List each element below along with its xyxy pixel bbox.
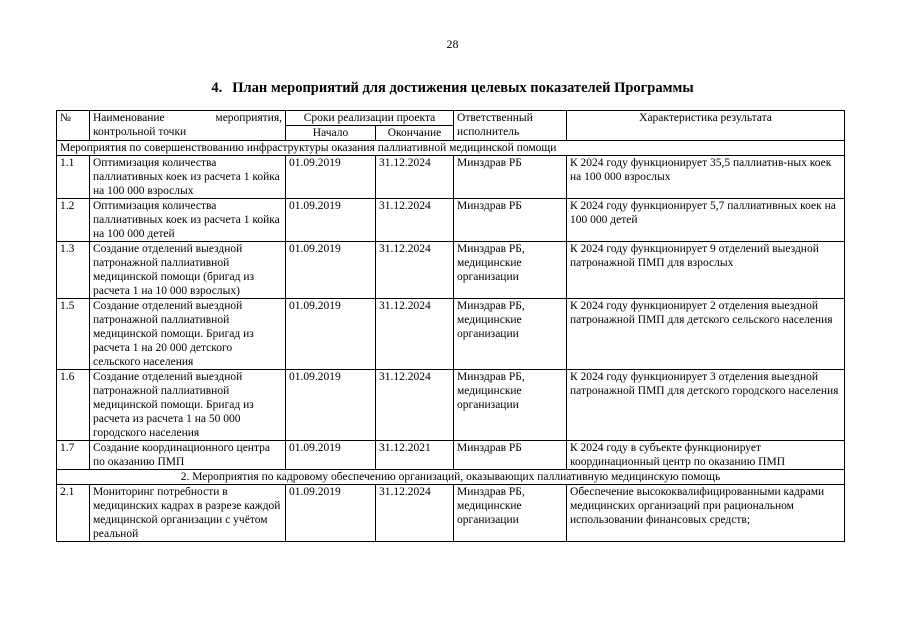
row-result: К 2024 году функционирует 35,5 паллиатив-ных коек на 100 000 взрослых xyxy=(567,156,845,199)
section-row-1 xyxy=(57,141,845,156)
row-start: 01.09.2019 xyxy=(286,370,376,441)
row-num: 1.5 xyxy=(57,299,90,370)
row-name: Создание отделений выездной патронажной паллиативной медицинской помощи. Бригад из расчета 1 на 20 000 детского сельского населения xyxy=(90,299,286,370)
row-responsible: Минздрав РБ, медицинские организации xyxy=(454,299,567,370)
row-num: 1.7 xyxy=(57,441,90,470)
row-start: 01.09.2019 xyxy=(286,299,376,370)
row-result: К 2024 году в субъекте функционирует координационный центр по оказанию ПМП xyxy=(567,441,845,470)
row-num: 1.2 xyxy=(57,199,90,242)
header-result: Характеристика результата xyxy=(567,111,845,141)
row-result: К 2024 году функционирует 5,7 паллиативных коек на 100 000 детей xyxy=(567,199,845,242)
row-num: 1.3 xyxy=(57,242,90,299)
header-responsible-line2: исполнитель xyxy=(457,126,520,138)
page-number: 28 xyxy=(446,37,459,51)
row-start: 01.09.2019 xyxy=(286,441,376,470)
table-row xyxy=(57,299,845,370)
row-result: К 2024 году функционирует 3 отделения выездной патронажной ПМП для детского городского населения xyxy=(567,370,845,441)
section-1-title: Мероприятия по совершенствованию инфраструктуры оказания паллиативной медицинской помощи xyxy=(57,141,845,156)
row-end: 31.12.2021 xyxy=(376,441,454,470)
row-end: 31.12.2024 xyxy=(376,485,454,542)
row-responsible: Минздрав РБ xyxy=(454,199,567,242)
header-responsible-line1: Ответственный xyxy=(457,112,533,124)
row-responsible: Минздрав РБ xyxy=(454,156,567,199)
action-plan-table xyxy=(56,110,845,542)
header-name-line1: Наименование мероприятия, xyxy=(93,112,282,124)
header-name xyxy=(90,111,286,141)
row-result: К 2024 году функционирует 2 отделения выездной патронажной ПМП для детского сельского населения xyxy=(567,299,845,370)
row-end: 31.12.2024 xyxy=(376,299,454,370)
header-end: Окончание xyxy=(376,126,454,141)
table-row xyxy=(57,441,845,470)
row-end: 31.12.2024 xyxy=(376,242,454,299)
row-end: 31.12.2024 xyxy=(376,199,454,242)
row-name: Оптимизация количества паллиативных коек из расчета 1 койка на 100 000 детей xyxy=(90,199,286,242)
row-end: 31.12.2024 xyxy=(376,370,454,441)
row-result: Обеспечение высококвалифицированными кадрами медицинских организаций при рациональном использовании финансовых средств; xyxy=(567,485,845,542)
header-num: № xyxy=(57,111,90,141)
row-name: Оптимизация количества паллиативных коек из расчета 1 койка на 100 000 взрослых xyxy=(90,156,286,199)
row-start: 01.09.2019 xyxy=(286,156,376,199)
row-name: Создание отделений выездной патронажной паллиативной медицинской помощи (бригад из расчета 1 на 10 000 взрослых) xyxy=(90,242,286,299)
table-row xyxy=(57,370,845,441)
row-result: К 2024 году функционирует 9 отделений выездной патронажной ПМП для взрослых xyxy=(567,242,845,299)
row-name: Создание отделений выездной патронажной паллиативной медицинской помощи. Бригад из расчета из расчета 1 на 50 000 городского населения xyxy=(90,370,286,441)
row-start: 01.09.2019 xyxy=(286,199,376,242)
row-responsible: Минздрав РБ, медицинские организации xyxy=(454,370,567,441)
row-responsible: Минздрав РБ xyxy=(454,441,567,470)
section-row-2 xyxy=(57,470,845,485)
row-responsible: Минздрав РБ, медицинские организации xyxy=(454,242,567,299)
heading-title: План мероприятий для достижения целевых показателей Программы xyxy=(232,80,694,96)
table-row xyxy=(57,199,845,242)
header-start: Начало xyxy=(286,126,376,141)
table-row xyxy=(57,156,845,199)
row-num: 1.1 xyxy=(57,156,90,199)
header-timeline: Сроки реализации проекта xyxy=(286,111,454,126)
header-row xyxy=(57,111,845,126)
row-end: 31.12.2024 xyxy=(376,156,454,199)
row-num: 2.1 xyxy=(57,485,90,542)
header-responsible xyxy=(454,111,567,141)
section-heading xyxy=(0,80,905,97)
header-name-line2: контрольной точки xyxy=(93,126,187,138)
table-row xyxy=(57,485,845,542)
row-responsible: Минздрав РБ, медицинские организации xyxy=(454,485,567,542)
row-name: Мониторинг потребности в медицинских кадрах в разрезе каждой медицинской организации с учётом реальной xyxy=(90,485,286,542)
table-row xyxy=(57,242,845,299)
row-name: Создание координационного центра по оказанию ПМП xyxy=(90,441,286,470)
row-start: 01.09.2019 xyxy=(286,485,376,542)
heading-number: 4. xyxy=(211,80,223,96)
row-num: 1.6 xyxy=(57,370,90,441)
section-2-title: 2. Мероприятия по кадровому обеспечению организаций, оказывающих паллиативную медицинскую помощь xyxy=(57,470,845,485)
row-start: 01.09.2019 xyxy=(286,242,376,299)
